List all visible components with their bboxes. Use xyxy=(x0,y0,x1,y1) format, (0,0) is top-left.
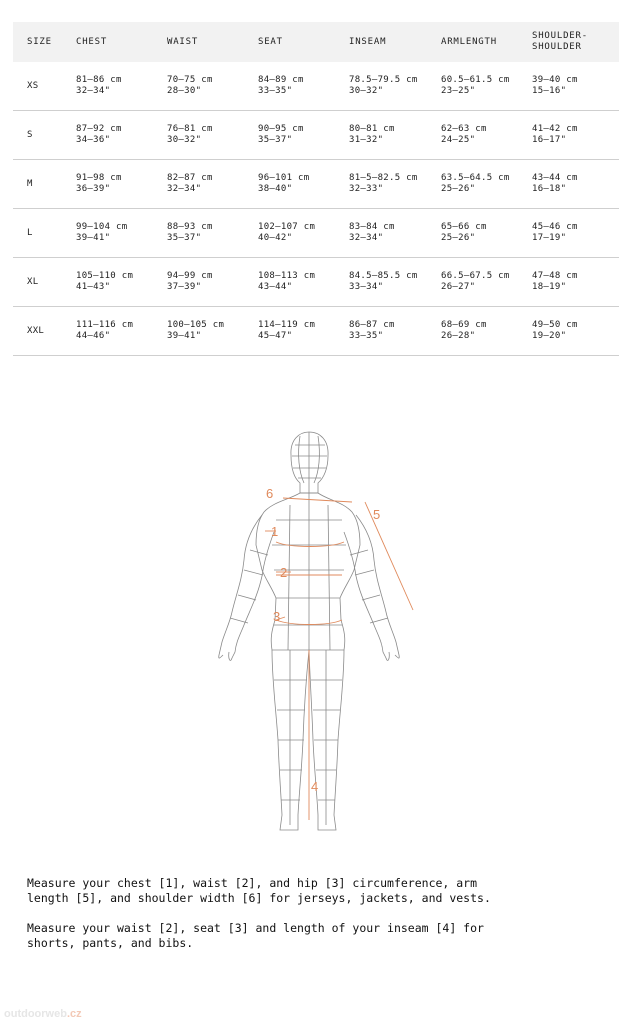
inseam-cell xyxy=(349,124,395,146)
inseam-cell xyxy=(349,173,418,195)
header-size: SIZE xyxy=(27,36,52,47)
chest-cell xyxy=(76,222,127,244)
size-cell: L xyxy=(27,227,33,238)
chest-cell xyxy=(76,173,122,195)
waist-cell xyxy=(167,271,213,293)
arm-cm: 60.5–61.5 cm xyxy=(441,75,510,85)
label-1: 1 xyxy=(271,524,279,539)
waist-cm: 82–87 cm xyxy=(167,173,213,183)
inseam-cm: 84.5–85.5 cm xyxy=(349,271,418,281)
chest-cm: 81–86 cm xyxy=(76,75,122,85)
waist-cm: 100–105 cm xyxy=(167,320,225,330)
inseam-cm: 78.5–79.5 cm xyxy=(349,75,418,85)
table-row xyxy=(13,307,619,356)
label-4: 4 xyxy=(311,779,319,794)
inseam-cm: 83–84 cm xyxy=(349,222,395,232)
header-chest: CHEST xyxy=(76,36,108,47)
chest-inch: 32–34" xyxy=(76,86,111,96)
arm-cell xyxy=(441,222,487,244)
inseam-inch: 33–34" xyxy=(349,282,384,292)
shoulder-cell xyxy=(532,75,578,97)
arm-cm: 68–69 cm xyxy=(441,320,487,330)
shoulder-cm: 39–40 cm xyxy=(532,75,578,85)
chest-cm: 111–116 cm xyxy=(76,320,134,330)
shoulder-inch: 18–19" xyxy=(532,282,567,292)
label-6: 6 xyxy=(266,486,274,501)
arm-cm: 66.5–67.5 cm xyxy=(441,271,510,281)
waist-cell xyxy=(167,222,213,244)
inseam-inch: 33–35" xyxy=(349,331,384,341)
chest-cell xyxy=(76,124,122,146)
inseam-cell xyxy=(349,75,418,97)
waist-cell xyxy=(167,75,213,97)
chest-inch: 36–39" xyxy=(76,184,111,194)
inseam-inch: 32–34" xyxy=(349,233,384,243)
arm-inch: 26–27" xyxy=(441,282,476,292)
header-waist: WAIST xyxy=(167,36,199,47)
shoulder-cell xyxy=(532,173,578,195)
shoulder-inch: 19–20" xyxy=(532,331,567,341)
chest-cell xyxy=(76,75,122,97)
instructions-p2-line2: shorts, pants, and bibs. xyxy=(27,936,194,950)
chest-cell xyxy=(76,271,133,293)
size-cell: XXL xyxy=(27,325,45,336)
seat-inch: 40–42" xyxy=(258,233,293,243)
seat-cell xyxy=(258,75,304,97)
waist-inch: 28–30" xyxy=(167,86,202,96)
header-shoulder-line2: SHOULDER xyxy=(532,42,582,52)
inseam-cell xyxy=(349,320,395,342)
arm-inch: 26–28" xyxy=(441,331,476,341)
arm-inch: 25–26" xyxy=(441,233,476,243)
label-3: 3 xyxy=(273,609,281,624)
seat-cell xyxy=(258,320,315,342)
waist-inch: 39–41" xyxy=(167,331,202,341)
seat-inch: 43–44" xyxy=(258,282,293,292)
inseam-inch: 31–32" xyxy=(349,135,384,145)
seat-cm: 102–107 cm xyxy=(258,222,316,232)
shoulder-cm: 41–42 cm xyxy=(532,124,578,134)
arm-cell xyxy=(441,124,487,146)
shoulder-inch: 16–17" xyxy=(532,135,567,145)
table-row xyxy=(13,258,619,307)
header-shoulder xyxy=(532,31,588,53)
table-row xyxy=(13,111,619,160)
label-5: 5 xyxy=(373,507,381,522)
chest-cm: 87–92 cm xyxy=(76,124,122,134)
waist-inch: 35–37" xyxy=(167,233,202,243)
instructions-p2-line1: Measure your waist [2], seat [3] and length of your inseam [4] for xyxy=(27,921,484,935)
chest-cm: 91–98 cm xyxy=(76,173,122,183)
arm-inch: 24–25" xyxy=(441,135,476,145)
watermark-logo xyxy=(4,1008,82,1020)
shoulder-cell xyxy=(532,222,578,244)
waist-inch: 37–39" xyxy=(167,282,202,292)
instructions-p1-line1: Measure your chest [1], waist [2], and hip [3] circumference, arm xyxy=(27,876,478,890)
inseam-cm: 86–87 cm xyxy=(349,320,395,330)
waist-cm: 70–75 cm xyxy=(167,75,213,85)
waist-cell xyxy=(167,124,213,146)
watermark-name: outdoorweb xyxy=(4,1008,67,1020)
size-chart-table xyxy=(13,22,619,356)
inseam-cell xyxy=(349,271,418,293)
body-measurement-figure xyxy=(0,420,631,860)
seat-cell xyxy=(258,222,315,244)
inseam-cm: 81–5–82.5 cm xyxy=(349,173,418,183)
waist-cell xyxy=(167,173,213,195)
shoulder-cm: 49–50 cm xyxy=(532,320,578,330)
mannequin-illustration xyxy=(0,420,631,860)
chest-cm: 105–110 cm xyxy=(76,271,134,281)
seat-inch: 38–40" xyxy=(258,184,293,194)
header-shoulder-line1: SHOULDER- xyxy=(532,31,588,41)
seat-cm: 84–89 cm xyxy=(258,75,304,85)
seat-cell xyxy=(258,173,309,195)
seat-cm: 114–119 cm xyxy=(258,320,316,330)
size-cell: S xyxy=(27,129,33,140)
waist-cm: 76–81 cm xyxy=(167,124,213,134)
inseam-cm: 80–81 cm xyxy=(349,124,395,134)
shoulder-cm: 43–44 cm xyxy=(532,173,578,183)
shoulder-inch: 16–18" xyxy=(532,184,567,194)
shoulder-cm: 47–48 cm xyxy=(532,271,578,281)
arm-cell xyxy=(441,271,510,293)
arm-cell xyxy=(441,173,510,195)
instructions-paragraph-tops xyxy=(27,876,607,906)
header-seat: SEAT xyxy=(258,36,283,47)
arm-cell xyxy=(441,75,510,97)
size-cell: XL xyxy=(27,276,39,287)
waist-cm: 94–99 cm xyxy=(167,271,213,281)
waist-inch: 32–34" xyxy=(167,184,202,194)
arm-inch: 25–26" xyxy=(441,184,476,194)
arm-cm: 65–66 cm xyxy=(441,222,487,232)
seat-inch: 45–47" xyxy=(258,331,293,341)
seat-cm: 90–95 cm xyxy=(258,124,304,134)
seat-cm: 108–113 cm xyxy=(258,271,316,281)
chest-cell xyxy=(76,320,133,342)
label-2: 2 xyxy=(280,565,288,580)
shoulder-cell xyxy=(532,271,578,293)
chest-cm: 99–104 cm xyxy=(76,222,128,232)
header-inseam: INSEAM xyxy=(349,36,387,47)
size-cell: M xyxy=(27,178,33,189)
table-row xyxy=(13,62,619,111)
inseam-inch: 32–33" xyxy=(349,184,384,194)
table-row xyxy=(13,160,619,209)
waist-inch: 30–32" xyxy=(167,135,202,145)
table-header xyxy=(13,22,619,62)
arm-cm: 63.5–64.5 cm xyxy=(441,173,510,183)
watermark-tld: .cz xyxy=(66,1008,82,1020)
seat-inch: 35–37" xyxy=(258,135,293,145)
shoulder-inch: 17–19" xyxy=(532,233,567,243)
chest-inch: 41–43" xyxy=(76,282,111,292)
inseam-cell xyxy=(349,222,395,244)
arm-inch: 23–25" xyxy=(441,86,476,96)
header-armlength: ARMLENGTH xyxy=(441,36,497,47)
seat-inch: 33–35" xyxy=(258,86,293,96)
instructions-paragraph-bottoms xyxy=(27,921,607,951)
size-cell: XS xyxy=(27,80,39,91)
chest-inch: 34–36" xyxy=(76,135,111,145)
chest-inch: 39–41" xyxy=(76,233,111,243)
instructions-p1-line2: length [5], and shoulder width [6] for jerseys, jackets, and vests. xyxy=(27,891,491,905)
chest-inch: 44–46" xyxy=(76,331,111,341)
seat-cell xyxy=(258,271,315,293)
table-row xyxy=(13,209,619,258)
shoulder-inch: 15–16" xyxy=(532,86,567,96)
shoulder-cell xyxy=(532,124,578,146)
waist-cell xyxy=(167,320,224,342)
arm-cm: 62–63 cm xyxy=(441,124,487,134)
waist-cm: 88–93 cm xyxy=(167,222,213,232)
shoulder-cm: 45–46 cm xyxy=(532,222,578,232)
arm-cell xyxy=(441,320,487,342)
shoulder-cell xyxy=(532,320,578,342)
measurement-instructions xyxy=(27,876,607,966)
seat-cell xyxy=(258,124,304,146)
seat-cm: 96–101 cm xyxy=(258,173,310,183)
inseam-inch: 30–32" xyxy=(349,86,384,96)
